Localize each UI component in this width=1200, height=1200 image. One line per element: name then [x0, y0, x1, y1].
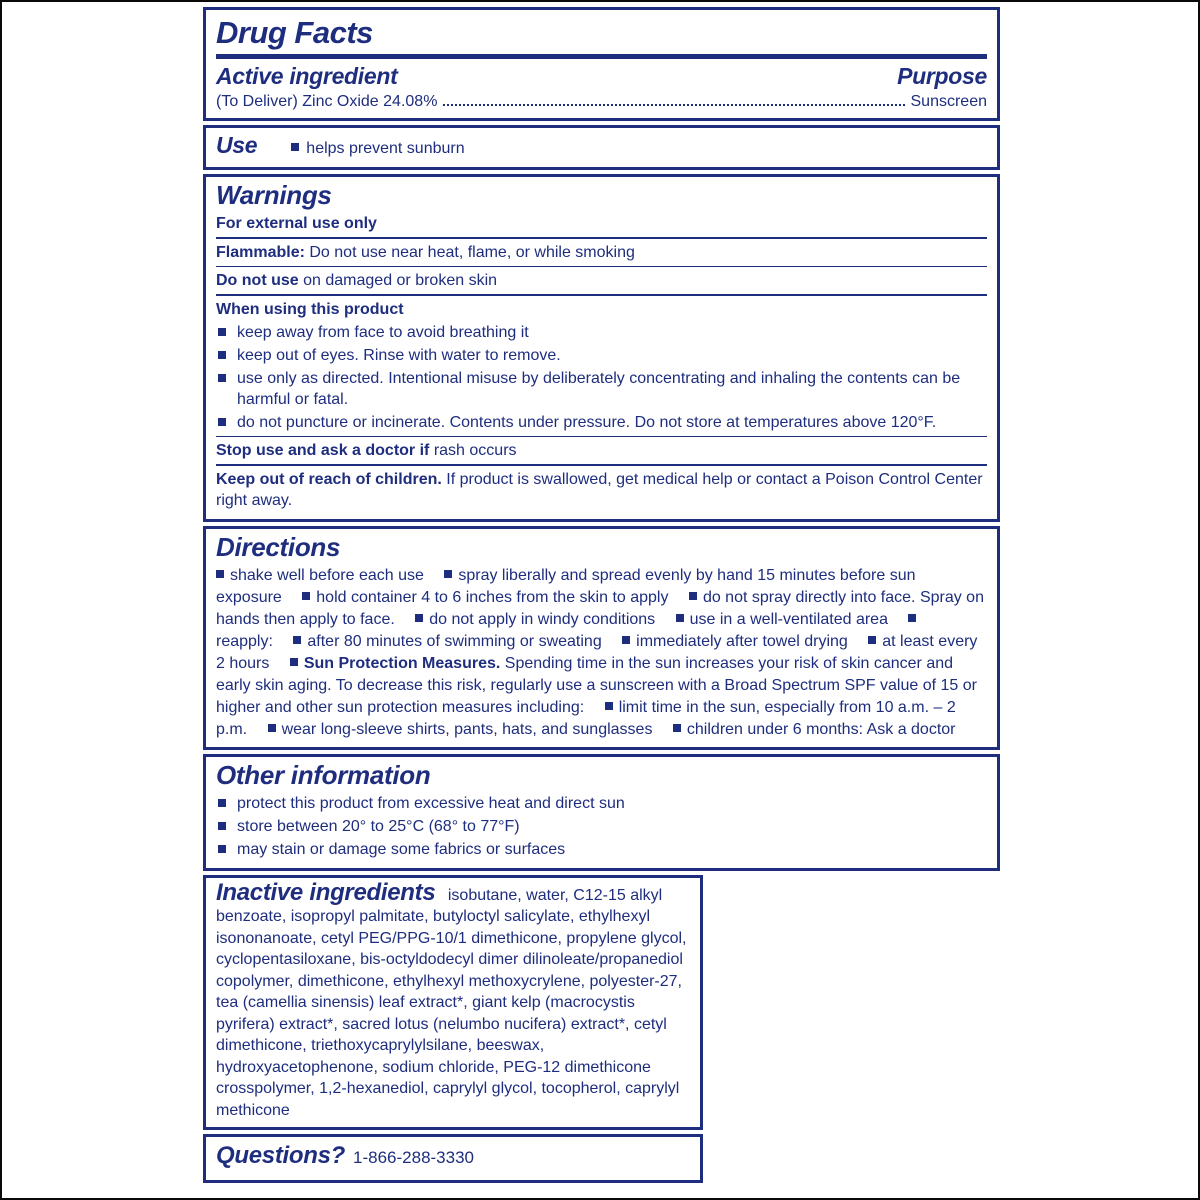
list-item-text: protect this product from excessive heat and direct sun	[237, 794, 625, 812]
sun-protection-label: Sun Protection Measures.	[303, 654, 501, 672]
bullet-icon	[868, 636, 876, 644]
dotted-leader	[443, 104, 904, 106]
divider	[216, 54, 987, 59]
sun-protection-text: Spending time in the sun increases your risk of skin cancer and early skin aging. To decrease this risk, regularly use a sunscreen with a Broad Spectrum SPF value of 15 or higher and other sun protection measures including:	[216, 654, 977, 716]
list-item-text: use only as directed. Intentional misuse by deliberately concentrating and inhaling the contents can be harmful or fatal.	[237, 369, 961, 408]
direction-item: children under 6 months: Ask a doctor	[673, 721, 956, 738]
section-inactive-ingredients	[203, 875, 703, 1131]
bullet-icon	[218, 374, 226, 382]
list-item	[216, 345, 987, 366]
use-heading: Use	[216, 132, 258, 158]
divider	[216, 266, 987, 268]
list-item-text: keep out of eyes. Rinse with water to remove.	[237, 346, 561, 364]
bullet-icon	[302, 592, 310, 600]
active-ingredient-header-row	[216, 63, 987, 90]
active-ingredient-name: (To Deliver) Zinc Oxide 24.08%	[216, 93, 438, 110]
section-other-information	[203, 754, 1000, 871]
label-column	[203, 7, 1000, 1183]
direction-item: use in a well-ventilated area	[676, 611, 888, 628]
section-questions	[203, 1134, 703, 1183]
bullet-icon	[218, 418, 226, 426]
direction-item: immediately after towel drying	[622, 633, 848, 650]
divider	[216, 436, 987, 438]
inactive-ingredients-list: isobutane, water, C12-15 alkyl benzoate, isopropyl palmitate, butyloctyl salicylate, ethylhexyl isononanoate, cetyl PEG/PPG-10/1 dimethicone, propylene glycol, cyclopentasiloxane, bis-octyldodecyl dimer dilinoleate/propanediol copolymer, dimethicone, ethylhexyl methoxycrylene, polyester-27, tea (camellia sinensis) leaf extract*, giant kelp (macrocystis pyrifera) extract*, sacred lotus (nelumbo nucifera) extract*, cetyl dimethicone, triethoxycaprylylsilane, beeswax, hydroxyacetophenone, sodium chloride, PEG-12 dimethicone crosspolymer, 1,2-hexanediol, caprylyl glycol, tocopherol, caprylyl methicone	[216, 886, 687, 1119]
divider	[216, 464, 987, 466]
list-item-text: may stain or damage some fabrics or surfaces	[237, 840, 566, 858]
direction-item: spray liberally and spread evenly by hand 15 minutes before sun exposure	[216, 566, 916, 606]
list-item	[216, 793, 987, 814]
directions-text	[216, 565, 987, 741]
flammable-line	[216, 242, 987, 263]
direction-item: limit time in the sun, especially from 10 a.m. – 2 p.m.	[216, 698, 956, 738]
inactive-ingredients-text	[216, 878, 690, 1122]
direction-item: wear long-sleeve shirts, pants, hats, and sunglasses	[268, 721, 653, 738]
external-use-line	[216, 213, 987, 234]
direction-item: do not apply in windy conditions	[415, 611, 655, 628]
do-not-use-label: Do not use	[216, 272, 299, 289]
list-item-text: keep away from face to avoid breathing it	[237, 323, 529, 341]
stop-use-line	[216, 440, 987, 461]
bullet-icon	[216, 570, 224, 578]
list-item	[216, 368, 987, 410]
stop-use-text: rash occurs	[433, 442, 517, 459]
questions-phone: 1-866-288-3330	[353, 1148, 474, 1167]
bullet-icon	[291, 143, 299, 151]
divider	[216, 237, 987, 239]
list-item	[216, 322, 987, 343]
section-directions	[203, 526, 1000, 750]
list-item-text: store between 20° to 25°C (68° to 77°F)	[237, 817, 520, 835]
direction-item: reapply:	[216, 611, 922, 650]
page-title: Drug Facts	[216, 15, 373, 50]
inactive-ingredients-heading: Inactive ingredients	[216, 878, 436, 906]
keep-out-of-reach-label: Keep out of reach of children.	[216, 470, 442, 488]
use-item	[291, 138, 464, 159]
section-drug-facts	[203, 7, 1000, 121]
list-item	[216, 412, 987, 433]
active-ingredient-heading: Active ingredient	[216, 63, 398, 89]
bullet-icon	[290, 658, 298, 666]
keep-out-of-reach-text: If product is swallowed, get medical help or contact a Poison Control Center right away.	[216, 470, 983, 509]
list-item-text: do not puncture or incinerate. Contents under pressure. Do not store at temperatures above 120°F.	[237, 413, 937, 431]
purpose-value: Sunscreen	[910, 93, 987, 110]
list-item	[216, 839, 987, 860]
direction-item: do not spray directly into face. Spray on hands then apply to face.	[216, 588, 984, 628]
stop-use-label: Stop use and ask a doctor if	[216, 442, 430, 459]
bullet-icon	[673, 724, 681, 732]
bullet-icon	[218, 799, 226, 807]
direction-item: shake well before each use	[216, 567, 424, 584]
bullet-icon	[293, 636, 301, 644]
bullet-icon	[218, 845, 226, 853]
purpose-heading: Purpose	[897, 63, 987, 89]
external-use-text: For external use only	[216, 215, 377, 232]
list-item	[216, 816, 987, 837]
do-not-use-line	[216, 270, 987, 291]
section-warnings	[203, 174, 1000, 522]
use-item-text: helps prevent sunburn	[306, 140, 465, 157]
bullet-icon	[689, 592, 697, 600]
flammable-label: Flammable:	[216, 243, 305, 261]
keep-out-of-reach-line	[216, 469, 987, 511]
divider	[216, 294, 987, 296]
section-use	[203, 125, 1000, 170]
when-using-heading: When using this product	[216, 300, 404, 318]
flammable-text: Do not use near heat, flame, or while smoking	[309, 243, 635, 261]
bullet-icon	[676, 614, 684, 622]
bullet-icon	[218, 822, 226, 830]
do-not-use-text: on damaged or broken skin	[303, 272, 498, 289]
other-information-heading: Other information	[216, 759, 431, 790]
warnings-heading: Warnings	[216, 180, 332, 210]
bullet-icon	[268, 724, 276, 732]
direction-item: after 80 minutes of swimming or sweating	[293, 633, 601, 650]
bullet-icon	[415, 614, 423, 622]
questions-heading: Questions?	[216, 1142, 346, 1169]
bullet-icon	[444, 570, 452, 578]
direction-item: at least every 2 hours	[216, 632, 978, 672]
direction-item: hold container 4 to 6 inches from the skin to apply	[302, 589, 668, 606]
bullet-icon	[622, 636, 630, 644]
bullet-icon	[908, 614, 916, 622]
directions-heading: Directions	[216, 531, 341, 562]
bullet-icon	[218, 351, 226, 359]
bullet-icon	[218, 328, 226, 336]
active-ingredient-row	[216, 91, 987, 112]
bullet-icon	[605, 702, 613, 710]
